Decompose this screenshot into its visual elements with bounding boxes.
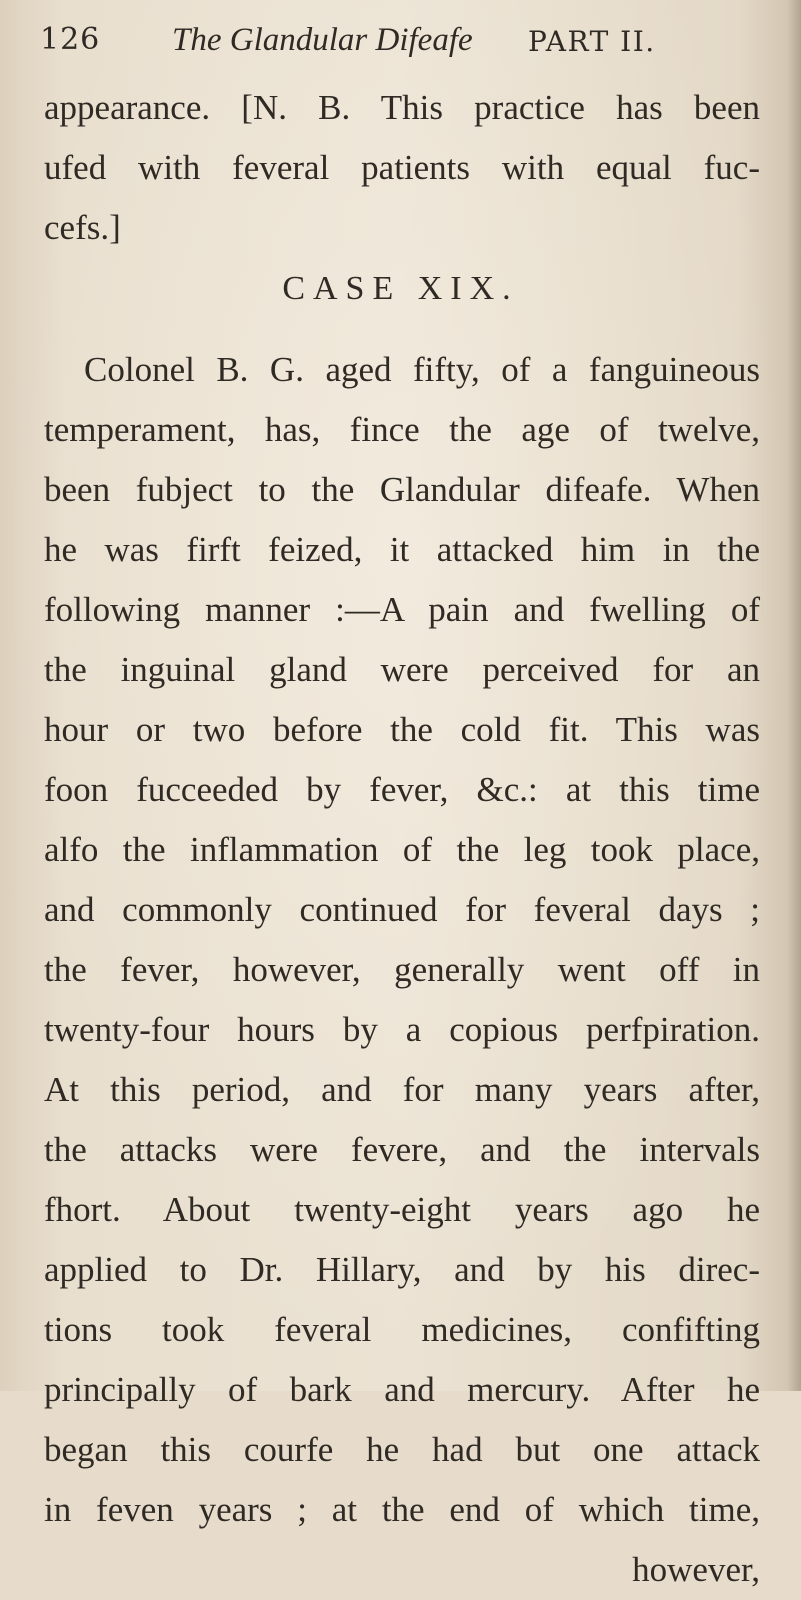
case-heading: CASE XIX. — [282, 270, 519, 307]
text-line: cefs.] — [44, 208, 121, 247]
text-line: the attacks were fevere, and the intervals — [44, 1130, 760, 1169]
page-number: 126 — [40, 22, 101, 57]
catchword: however, — [632, 1550, 760, 1589]
text-line: twenty-four hours by a copious perfpiration. — [44, 1010, 760, 1049]
text-line: following manner :—A pain and fwelling of — [44, 590, 760, 629]
text-line: fhort. About twenty-eight years ago he — [44, 1190, 760, 1229]
text-line: began this courfe he had but one attack — [44, 1430, 760, 1469]
running-title: The Glandular Difeafe — [172, 22, 473, 58]
running-header — [40, 22, 780, 66]
intro-paragraph — [44, 78, 760, 258]
part-label: PART II. — [528, 25, 656, 58]
case-paragraph — [44, 340, 760, 1600]
text-line: tions took feveral medicines, confifting — [44, 1310, 760, 1349]
text-line: the inguinal gland were perceived for an — [44, 650, 760, 689]
text-line: appearance. [N. B. This practice has been — [44, 88, 760, 127]
page-edge-shadow — [787, 0, 801, 1391]
text-line: ufed with feveral patients with equal fuc- — [44, 148, 760, 187]
text-line: hour or two before the cold fit. This was — [44, 710, 760, 749]
text-line: and commonly continued for feveral days ; — [44, 890, 760, 929]
text-line: alfo the inflammation of the leg took place, — [44, 830, 760, 869]
text-line: temperament, has, fince the age of twelve, — [44, 410, 760, 449]
text-line: the fever, however, generally went off in — [44, 950, 760, 989]
text-line: Colonel B. G. aged fifty, of a fanguineous — [84, 350, 760, 389]
text-line: been fubject to the Glandular difeafe. When — [44, 470, 760, 509]
text-line: applied to Dr. Hillary, and by his direc- — [44, 1250, 760, 1289]
text-line: principally of bark and mercury. After he — [44, 1370, 760, 1409]
text-line: At this period, and for many years after, — [44, 1070, 760, 1109]
text-line: foon fucceeded by fever, &c.: at this time — [44, 770, 760, 809]
text-line: in feven years ; at the end of which time, — [44, 1490, 760, 1529]
text-line: he was firft feized, it attacked him in the — [44, 530, 760, 569]
